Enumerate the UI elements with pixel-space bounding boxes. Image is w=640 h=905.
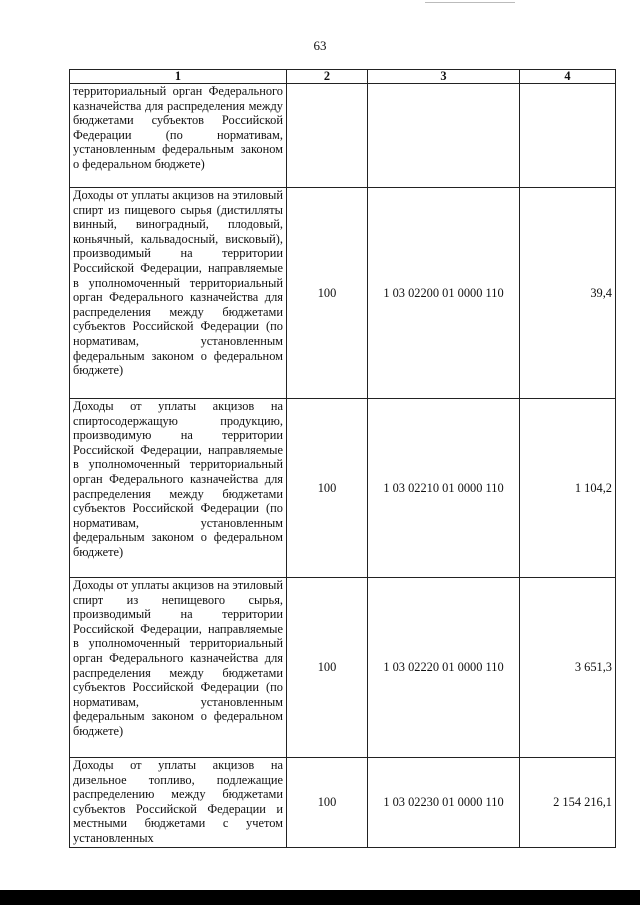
row-description: Доходы от уплаты акцизов на спиртосодержащую продукцию, производимую на территории Российской Федерации, направляемые в уполномоченный территориальный орган Федерального казначейства для распределения между бюджетами субъектов Российской Федерации (по нормативам, установленным федеральным законом о федеральном бюджете)	[70, 399, 287, 578]
table-row	[70, 188, 616, 399]
table-header-row	[70, 70, 616, 84]
row-admin-code: 100	[287, 188, 368, 399]
table-row	[70, 399, 616, 578]
column-header-admin-code: 2	[287, 70, 368, 84]
row-description: Доходы от уплаты акцизов на этиловый спирт из пищевого сырья (дистилляты винный, виноградный, плодовый, коньячный, кальвадосный, висковый), производимый на территории Российской Федерации, направляемые в уполномоченный территориальный орган Федерального казначейства для распределения между бюджетами субъектов Российской Федерации (по нормативам, установленным федеральным законом о федеральном бюджете)	[70, 188, 287, 399]
row-amount	[520, 84, 616, 188]
table-row	[70, 578, 616, 758]
row-amount: 3 651,3	[520, 578, 616, 758]
table-row	[70, 758, 616, 848]
row-admin-code: 100	[287, 758, 368, 848]
row-amount: 2 154 216,1	[520, 758, 616, 848]
scan-bottom-border	[0, 890, 640, 905]
row-description: территориальный орган Федерального казначейства для распределения между бюджетами субъектов Российской Федерации (по нормативам, установленным федеральным законом о федеральном бюджете)	[70, 84, 287, 188]
row-kbk-code: 1 03 02200 01 0000 110	[368, 188, 520, 399]
column-header-description: 1	[70, 70, 287, 84]
row-kbk-code: 1 03 02220 01 0000 110	[368, 578, 520, 758]
column-header-kbk-code: 3	[368, 70, 520, 84]
row-amount: 39,4	[520, 188, 616, 399]
row-description: Доходы от уплаты акцизов на дизельное топливо, подлежащие распределению между бюджетами субъектов Российской Федерации и местными бюджетами с учетом установленных	[70, 758, 287, 848]
row-admin-code: 100	[287, 578, 368, 758]
column-header-amount: 4	[520, 70, 616, 84]
row-kbk-code	[368, 84, 520, 188]
row-description: Доходы от уплаты акцизов на этиловый спирт из непищевого сырья, производимый на территории Российской Федерации, направляемые в уполномоченный территориальный орган Федерального казначейства для распределения между бюджетами субъектов Российской Федерации (по нормативам, установленным федеральным законом о федеральном бюджете)	[70, 578, 287, 758]
scan-edge-mark	[425, 2, 515, 3]
row-kbk-code: 1 03 02230 01 0000 110	[368, 758, 520, 848]
row-admin-code	[287, 84, 368, 188]
row-amount: 1 104,2	[520, 399, 616, 578]
budget-revenue-table	[69, 69, 616, 848]
row-kbk-code: 1 03 02210 01 0000 110	[368, 399, 520, 578]
row-admin-code: 100	[287, 399, 368, 578]
table-row	[70, 84, 616, 188]
page-number: 63	[313, 38, 327, 53]
